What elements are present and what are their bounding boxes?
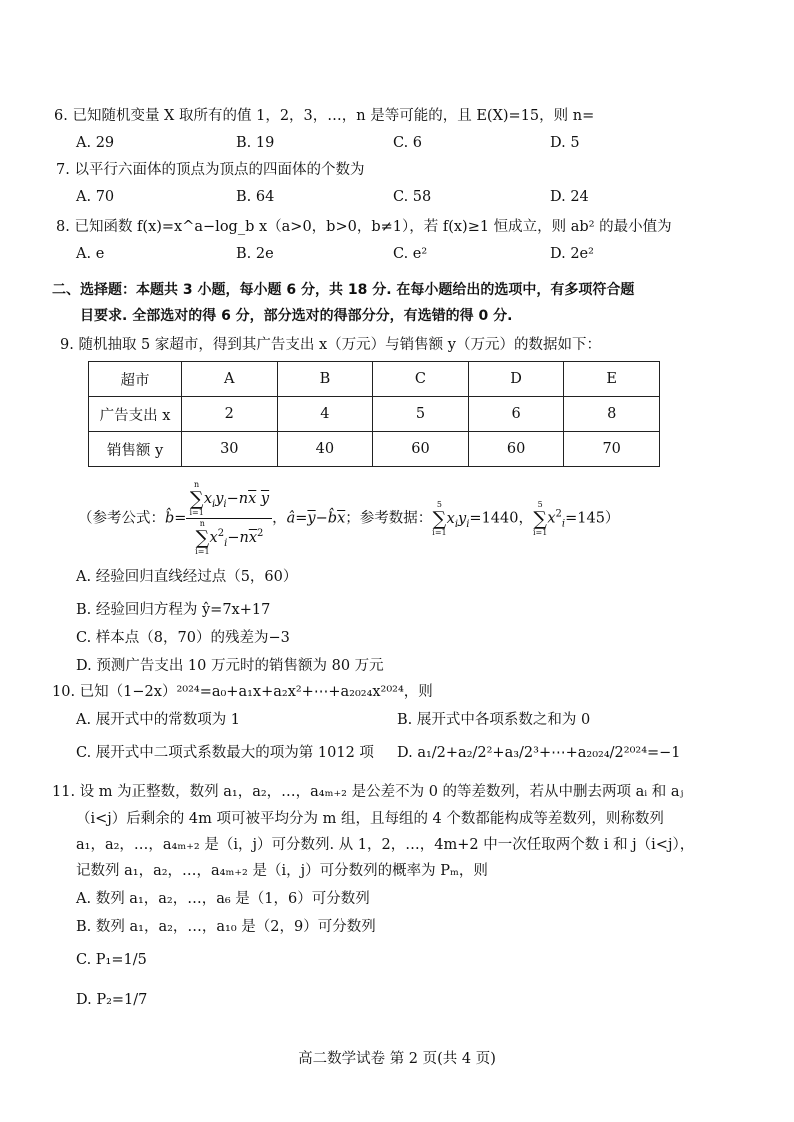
table-cell: 30 [182, 432, 278, 467]
table-header-row [89, 362, 660, 397]
table-cell: 40 [277, 432, 373, 467]
table-cell: 2 [182, 397, 278, 432]
page-footer: 高二数学试卷 第 2 页(共 4 页) [298, 1051, 496, 1067]
q8-option-a: A. e [76, 246, 105, 262]
q11-line3: a₁，a₂，…，a₄ₘ₊₂ 是（i，j）可分数列. 从 1，2，…，4m+2 中一次任取两个数 i 和 j（i<j）， [76, 837, 695, 853]
q10-option-d: D. a₁/2+a₂/2²+a₃/2³+⋯+a₂₀₂₄/2²⁰²⁴=−1 [397, 745, 681, 761]
q8-stem: 8. 已知函数 f(x)=x^a−log_b x（a>0，b>0，b≠1），若 f(x)≥1 恒成立，则 ab² 的最小值为 [56, 219, 672, 235]
q9-option-c: C. 样本点（8，70）的残差为−3 [76, 630, 290, 646]
sum-xy-value: =1440， [469, 510, 533, 527]
table-cell: A [182, 362, 278, 397]
table-cell: C [373, 362, 469, 397]
q10-option-b: B. 展开式中各项系数之和为 0 [397, 712, 591, 728]
table-cell: B [277, 362, 373, 397]
sum-x2-value: =145） [565, 510, 620, 527]
q11-line2: （i<j）后剩余的 4m 项可被平均分为 m 组，且每组的 4 个数都能构成等差数列，则称数列 [76, 811, 664, 827]
q6-option-a: A. 29 [76, 135, 115, 151]
q7-option-b: B. 64 [236, 189, 275, 205]
q10-stem: 10. 已知（1−2x）²⁰²⁴=a₀+a₁x+a₂x²+⋯+a₂₀₂₄x²⁰²⁴，则 [52, 684, 433, 700]
formula-prefix: （参考公式： [78, 510, 165, 527]
reference-data-label: ；参考数据： [345, 510, 433, 527]
q11-option-b: B. 数列 a₁，a₂，…，a₁₀ 是（2，9）可分数列 [76, 919, 376, 935]
q9-option-b: B. 经验回归方程为 ŷ=7x+17 [76, 602, 271, 618]
q7-option-a: A. 70 [76, 189, 115, 205]
q6-option-c: C. 6 [393, 135, 423, 151]
q11-line4: 记数列 a₁，a₂，…，a₄ₘ₊₂ 是（i，j）可分数列的概率为 Pₘ，则 [76, 863, 488, 879]
q11-line1: 11. 设 m 为正整数，数列 a₁，a₂，…，a₄ₘ₊₂ 是公差不为 0 的等差数列，若从中删去两项 aᵢ 和 aⱼ [52, 784, 684, 800]
q8-option-d: D. 2e² [550, 246, 594, 262]
table-cell: D [468, 362, 564, 397]
q7-option-c: C. 58 [393, 189, 432, 205]
table-row [89, 397, 660, 432]
q11-option-c: C. P₁=1/5 [76, 952, 147, 968]
table-cell: 8 [564, 397, 660, 432]
q9-option-d: D. 预测广告支出 10 万元时的销售额为 80 万元 [76, 658, 384, 674]
table-cell: 销售额 y [89, 432, 182, 467]
table-cell: 4 [277, 397, 373, 432]
q6-option-d: D. 5 [550, 135, 580, 151]
table-cell: 70 [564, 432, 660, 467]
table-cell: E [564, 362, 660, 397]
q9-reference-formula: （参考公式：b̂= n ∑ i=1 $x_iy_i-n\overline{x}$ $\overline{y}$ n ∑ i=1 $x^2_i-n\overline{x}^2$ ，$â=\overline{y}-b̂\overline{x}$；参考数据： 5 ∑ i=1 $x_iy_i=1440$， 5 ∑ i=1 $x^2_i=145$） [78, 480, 620, 556]
table-cell: 5 [373, 397, 469, 432]
q7-option-d: D. 24 [550, 189, 589, 205]
q10-option-c: C. 展开式中二项式系数最大的项为第 1012 项 [76, 745, 374, 761]
table-row [89, 432, 660, 467]
q11-option-d: D. P₂=1/7 [76, 992, 148, 1008]
section2-heading-line1: 二、选择题：本题共 3 小题，每小题 6 分，共 18 分. 在每小题给出的选项中，有多项符合题 [52, 282, 635, 298]
q8-option-c: C. e² [393, 246, 428, 262]
q6-option-b: B. 19 [236, 135, 275, 151]
table-cell: 60 [468, 432, 564, 467]
slope-fraction: n ∑ i=1 $x_iy_i-n\overline{x}$ $\overline{y}$ n ∑ i=1 $x^2_i-n\overline{x}^2$ [186, 480, 272, 557]
table-cell: 超市 [89, 362, 182, 397]
q11-option-a: A. 数列 a₁，a₂，…，a₆ 是（1，6）可分数列 [76, 891, 370, 907]
table-cell: 60 [373, 432, 469, 467]
q9-data-table [88, 361, 660, 467]
table-cell: 6 [468, 397, 564, 432]
q10-option-a: A. 展开式中的常数项为 1 [76, 712, 241, 728]
q6-stem: 6. 已知随机变量 X 取所有的值 1，2，3，…，n 是等可能的，且 E(X)=15，则 n= [54, 108, 595, 124]
section2-heading-line2: 目要求. 全部选对的得 6 分，部分选对的得部分分，有选错的得 0 分. [80, 308, 513, 324]
q7-stem: 7. 以平行六面体的顶点为顶点的四面体的个数为 [56, 162, 365, 178]
table-cell: 广告支出 x [89, 397, 182, 432]
q9-option-a: A. 经验回归直线经过点（5，60） [76, 569, 298, 585]
q8-option-b: B. 2e [236, 246, 274, 262]
q9-stem: 9. 随机抽取 5 家超市，得到其广告支出 x（万元）与销售额 y（万元）的数据如下： [60, 337, 601, 353]
